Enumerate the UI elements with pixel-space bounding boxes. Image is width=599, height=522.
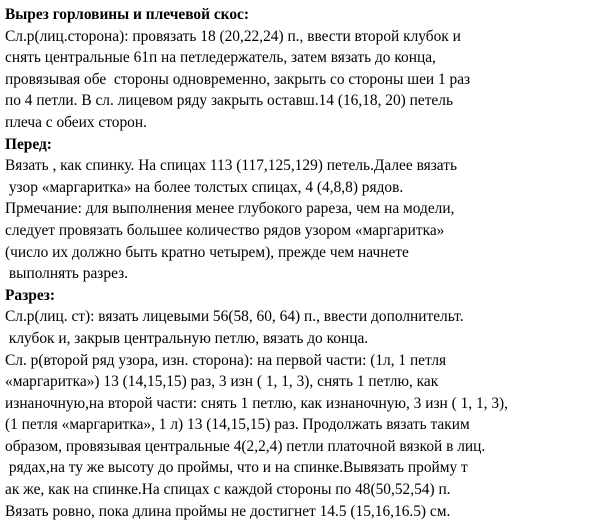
- text-line: Сл. р(второй ряд узора, изн. сторона): на первой части: (1л, 1 петля: [5, 351, 447, 369]
- section-heading: Перед:: [5, 135, 52, 153]
- text-line: «маргаритка») 13 (14,15,15) раз, 3 изн ( 1, 1, 3), снять 1 петлю, как: [5, 373, 439, 391]
- text-line: провязывая обе стороны одновременно, закрыть со стороны шеи 1 раз: [5, 70, 471, 88]
- text-line: Вязать ровно, пока длина проймы не достигнет 14.5 (15,16,16.5) см.: [5, 502, 451, 520]
- text-line: изнаночную,на второй части: снять 1 петлю, как изнаночную, 3 изн ( 1, 1, 3),: [5, 394, 509, 412]
- text-line: рядах,на ту же высоту до проймы, что и на спинке.Вывязать пройму т: [5, 459, 468, 477]
- text-line: клубок и, закрыв центральную петлю, вязать до конца.: [5, 329, 369, 347]
- document-body: [5, 4, 595, 522]
- text-line: Прмечание: для выполнения менее глубокого рареза, чем на модели,: [5, 200, 455, 218]
- text-line: по 4 петли. В сл. лицевом ряду закрыть оставш.14 (16,18, 20) петель: [5, 92, 453, 110]
- text-line: снять центральные 61п на петледержатель, затем вязать до конца,: [5, 49, 436, 67]
- text-line: плеча с обеих сторон.: [5, 113, 147, 131]
- text-line: Вязать , как спинку. На спицах 113 (117,125,129) петель.Далее вязать: [5, 157, 457, 175]
- text-line: следует провязать большее количество рядов узором «маргаритка»: [5, 221, 445, 239]
- text-line: Сл.р(лиц. ст): вязать лицевыми 56(58, 60, 64) п., ввести дополнительт.: [5, 308, 464, 326]
- text-line: выполнять разрез.: [5, 265, 129, 283]
- text-line: (1 петля «маргаритка», 1 л) 13 (14,15,15) раз. Продолжать вязать таким: [5, 416, 470, 434]
- text-line: ак же, как на спинке.На спицах с каждой стороны по 48(50,52,54) п.: [5, 481, 451, 499]
- section-heading: Разрез:: [5, 286, 55, 304]
- text-line: узор «маргаритка» на более толстых спицах, 4 (4,8,8) рядов.: [5, 178, 404, 196]
- text-line: Сл.р(лиц.сторона): провязать 18 (20,22,24) п., ввести второй клубок и: [5, 27, 461, 45]
- text-line: (число их должно быть кратно четырем), прежде чем начнете: [5, 243, 409, 261]
- text-line: образом, провязывая центральные 4(2,2,4) петли платочной вязкой в лиц.: [5, 437, 486, 455]
- section-heading: Вырез горловины и плечевой скос:: [5, 6, 249, 23]
